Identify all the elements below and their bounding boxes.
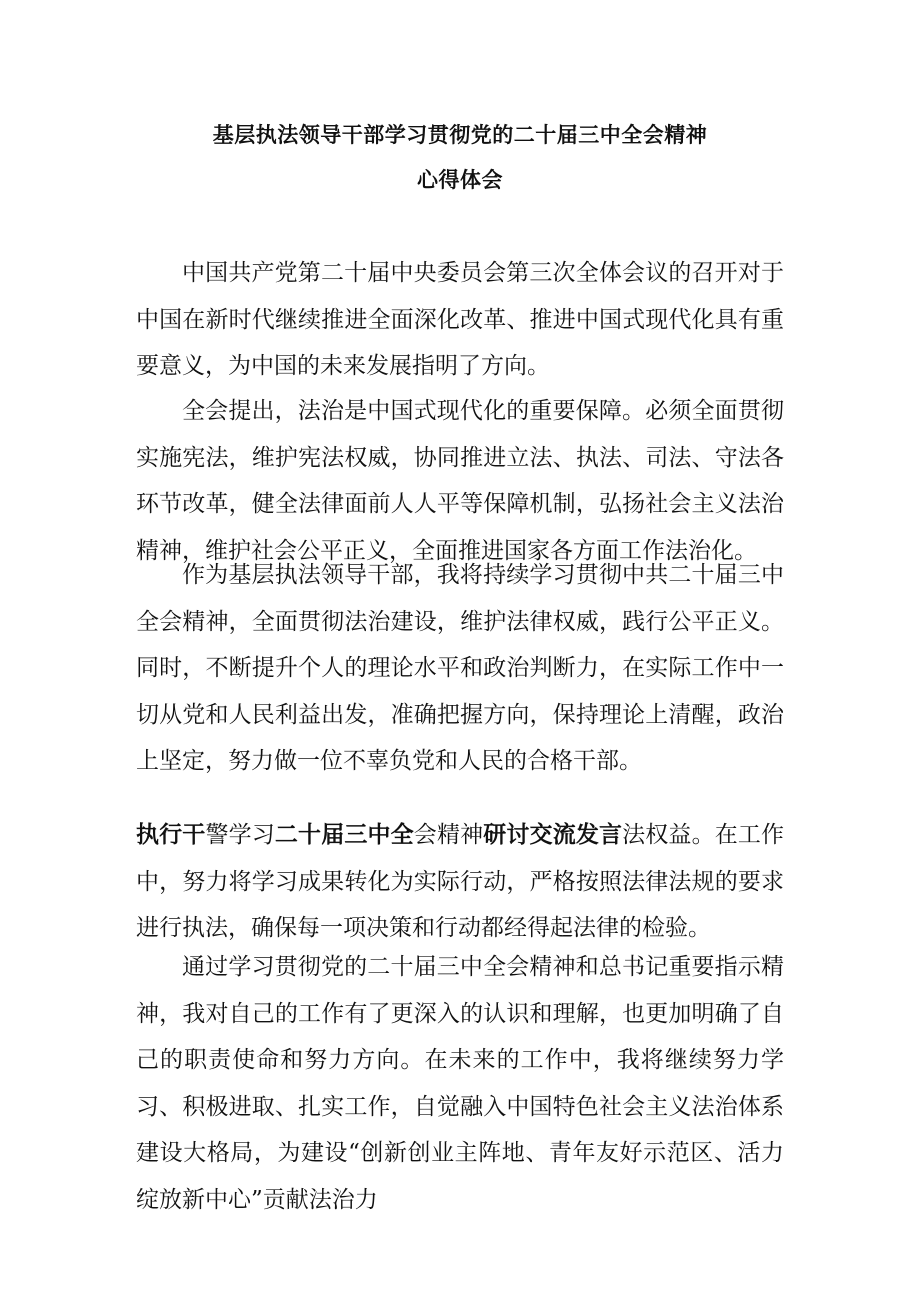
paragraph-2: 全会提出，法治是中国式现代化的重要保障。必须全面贯彻实施宪法，维护宪法权威，协同推进立法、执法、司法、守法各环节改革，健全法律面前人人平等保障机制，弘扬社会主义法治精神，维护社会公平正义，全面推进国家各方面工作法治化。 <box>136 398 784 564</box>
paragraph-5: 通过学习贯彻党的二十届三中全会精神和总书记重要指示精神，我对自己的工作有了更深入的认识和理解，也更加明确了自己的职责使命和努力方向。在未来的工作中，我将继续努力学习、积极进取、扎实工作，自觉融入中国特色社会主义法治体系建设大格局，为建设“创新创业主阵地、青年友好示范区、活力绽放新中心”贡献法治力 <box>136 954 784 1213</box>
document-title-line2: 心得体会 <box>417 168 503 192</box>
overlap-heading-fragment-2: 二十届三中全 <box>274 822 414 848</box>
paragraph-3: 作为基层执法领导干部，我将持续学习贯彻中共二十届三中全会精神，全面贯彻法治建设，维护法律权威，践行公平正义。同时，不断提升个人的理论水平和政治判断力，在实际工作中一切从党和人民利益出发，准确把握方向，保持理论上清醒，政治上坚定，努力做一位不辜负党和人民的合格干部。 <box>136 562 784 774</box>
document-title-line1: 基层执法领导干部学习贯彻党的二十届三中全会精神 <box>212 123 708 147</box>
overlap-heading-fragment-3: 研讨交流发言 <box>483 822 623 848</box>
overlap-heading-fragment-1: 执行干 <box>136 822 206 848</box>
overlap-text-fragment-3: 法权益。在工作中，努力将学习成果转化为实际行动，严格按照法律法规的要求进行执法，确保每一项决策和行动都经得起法律的检验。 <box>136 822 785 941</box>
paragraph-4 <box>136 812 784 952</box>
paragraph-1: 中国共产党第二十届中央委员会第三次全体会议的召开对于中国在新时代继续推进全面深化改革、推进中国式现代化具有重要意义，为中国的未来发展指明了方向。 <box>136 260 784 379</box>
overlap-text-fragment-1: 警学习 <box>205 822 275 848</box>
overlap-text-fragment-2: 会精神 <box>413 822 484 848</box>
